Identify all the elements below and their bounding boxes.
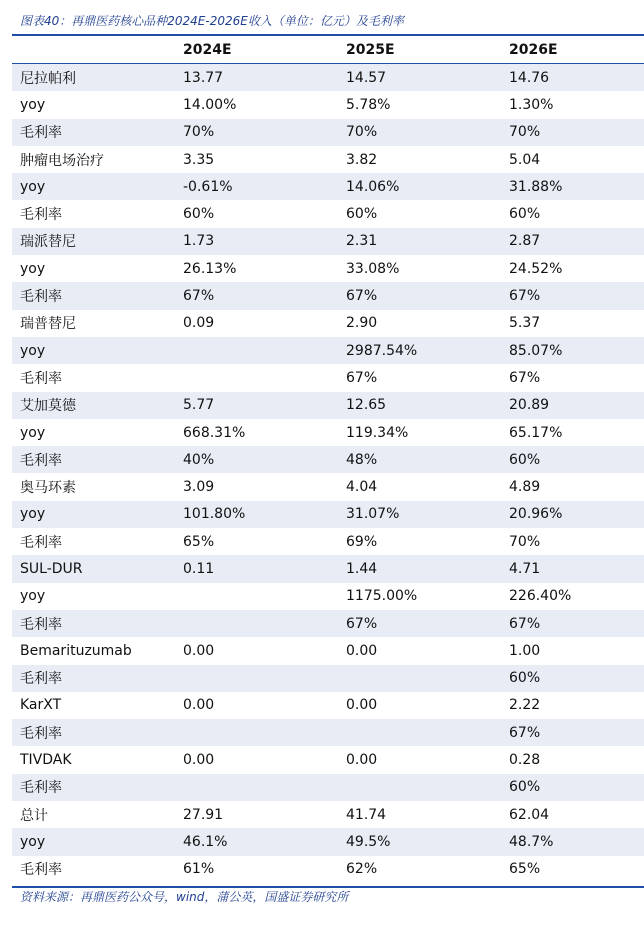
- value-cell: 0.00: [338, 746, 501, 773]
- value-cell: 70%: [501, 528, 644, 555]
- value-cell: 31.07%: [338, 501, 501, 528]
- value-cell: 226.40%: [501, 583, 644, 610]
- value-cell: 13.77: [175, 64, 338, 92]
- row-label: 奥马环素: [12, 473, 175, 500]
- figure-title: 图表40：再鼎医药核心品种2024E-2026E收入（单位：亿元）及毛利率: [20, 14, 404, 28]
- value-cell: 14.06%: [338, 173, 501, 200]
- value-cell: 65%: [501, 856, 644, 883]
- table-row: [12, 856, 644, 883]
- table-row: [12, 828, 644, 855]
- value-cell: 70%: [501, 119, 644, 146]
- value-cell: 1.00: [501, 637, 644, 664]
- value-cell: 26.13%: [175, 255, 338, 282]
- value-cell: 0.28: [501, 746, 644, 773]
- value-cell: 70%: [175, 119, 338, 146]
- value-cell: 65.17%: [501, 419, 644, 446]
- table-row: [12, 583, 644, 610]
- row-label: 艾加莫德: [12, 392, 175, 419]
- table-body: [12, 64, 644, 883]
- table-row: [12, 310, 644, 337]
- value-cell: [175, 337, 338, 364]
- table-row: [12, 637, 644, 664]
- row-label: 瑞普替尼: [12, 310, 175, 337]
- value-cell: [175, 719, 338, 746]
- header-cell: [12, 37, 175, 64]
- table-row: [12, 746, 644, 773]
- value-cell: 5.77: [175, 392, 338, 419]
- value-cell: [338, 719, 501, 746]
- row-label: SUL-DUR: [12, 555, 175, 582]
- revenue-table: [12, 37, 644, 883]
- header-cell: 2026E: [501, 37, 644, 64]
- table-row: [12, 419, 644, 446]
- value-cell: 67%: [501, 719, 644, 746]
- row-label: 毛利率: [12, 364, 175, 391]
- table-row: [12, 91, 644, 118]
- table-row: [12, 610, 644, 637]
- value-cell: 41.74: [338, 801, 501, 828]
- value-cell: 2987.54%: [338, 337, 501, 364]
- value-cell: 2.90: [338, 310, 501, 337]
- table-row: [12, 528, 644, 555]
- value-cell: 60%: [501, 200, 644, 227]
- value-cell: 3.82: [338, 146, 501, 173]
- row-label: 毛利率: [12, 282, 175, 309]
- value-cell: 33.08%: [338, 255, 501, 282]
- table-row: [12, 719, 644, 746]
- value-cell: 668.31%: [175, 419, 338, 446]
- value-cell: 0.11: [175, 555, 338, 582]
- value-cell: 60%: [501, 446, 644, 473]
- value-cell: 1.44: [338, 555, 501, 582]
- value-cell: [175, 610, 338, 637]
- value-cell: 70%: [338, 119, 501, 146]
- value-cell: [175, 665, 338, 692]
- value-cell: 0.00: [338, 692, 501, 719]
- table-row: [12, 692, 644, 719]
- value-cell: 67%: [338, 282, 501, 309]
- value-cell: 27.91: [175, 801, 338, 828]
- value-cell: -0.61%: [175, 173, 338, 200]
- value-cell: 48.7%: [501, 828, 644, 855]
- table-row: [12, 364, 644, 391]
- row-label: 毛利率: [12, 774, 175, 801]
- value-cell: 60%: [501, 774, 644, 801]
- value-cell: 49.5%: [338, 828, 501, 855]
- value-cell: [175, 774, 338, 801]
- header-cell: 2024E: [175, 37, 338, 64]
- value-cell: 2.31: [338, 228, 501, 255]
- value-cell: 67%: [338, 610, 501, 637]
- value-cell: 0.00: [338, 637, 501, 664]
- row-label: yoy: [12, 337, 175, 364]
- value-cell: [338, 774, 501, 801]
- row-label: yoy: [12, 255, 175, 282]
- table-row: [12, 173, 644, 200]
- row-label: 毛利率: [12, 200, 175, 227]
- value-cell: 5.78%: [338, 91, 501, 118]
- value-cell: 3.09: [175, 473, 338, 500]
- row-label: yoy: [12, 419, 175, 446]
- value-cell: 67%: [501, 610, 644, 637]
- value-cell: 1175.00%: [338, 583, 501, 610]
- table-row: [12, 501, 644, 528]
- header-row: [12, 37, 644, 64]
- value-cell: 62.04: [501, 801, 644, 828]
- value-cell: 101.80%: [175, 501, 338, 528]
- value-cell: 0.00: [175, 637, 338, 664]
- value-cell: 4.89: [501, 473, 644, 500]
- row-label: 毛利率: [12, 446, 175, 473]
- value-cell: 3.35: [175, 146, 338, 173]
- value-cell: 67%: [175, 282, 338, 309]
- table-row: [12, 119, 644, 146]
- value-cell: 20.96%: [501, 501, 644, 528]
- row-label: 总计: [12, 801, 175, 828]
- value-cell: 60%: [501, 665, 644, 692]
- table-row: [12, 392, 644, 419]
- value-cell: 14.76: [501, 64, 644, 92]
- value-cell: 67%: [501, 364, 644, 391]
- value-cell: 31.88%: [501, 173, 644, 200]
- value-cell: 67%: [501, 282, 644, 309]
- row-label: 毛利率: [12, 856, 175, 883]
- table-row: [12, 146, 644, 173]
- row-label: yoy: [12, 828, 175, 855]
- table-row: [12, 255, 644, 282]
- value-cell: 0.09: [175, 310, 338, 337]
- value-cell: 24.52%: [501, 255, 644, 282]
- value-cell: 69%: [338, 528, 501, 555]
- row-label: 毛利率: [12, 719, 175, 746]
- table-row: [12, 774, 644, 801]
- value-cell: 60%: [338, 200, 501, 227]
- table-row: [12, 801, 644, 828]
- value-cell: 1.30%: [501, 91, 644, 118]
- row-label: yoy: [12, 501, 175, 528]
- table-row: [12, 200, 644, 227]
- row-label: 肿瘤电场治疗: [12, 146, 175, 173]
- value-cell: [338, 665, 501, 692]
- table-row: [12, 665, 644, 692]
- table-row: [12, 555, 644, 582]
- value-cell: 61%: [175, 856, 338, 883]
- value-cell: 5.37: [501, 310, 644, 337]
- row-label: 毛利率: [12, 665, 175, 692]
- value-cell: 0.00: [175, 692, 338, 719]
- value-cell: 85.07%: [501, 337, 644, 364]
- value-cell: 40%: [175, 446, 338, 473]
- value-cell: 46.1%: [175, 828, 338, 855]
- table-row: [12, 473, 644, 500]
- row-label: 尼拉帕利: [12, 64, 175, 92]
- value-cell: 2.22: [501, 692, 644, 719]
- row-label: 毛利率: [12, 119, 175, 146]
- value-cell: 5.04: [501, 146, 644, 173]
- row-label: 瑞派替尼: [12, 228, 175, 255]
- row-label: 毛利率: [12, 528, 175, 555]
- value-cell: [175, 364, 338, 391]
- table-row: [12, 64, 644, 92]
- value-cell: [175, 583, 338, 610]
- row-label: yoy: [12, 173, 175, 200]
- row-label: TIVDAK: [12, 746, 175, 773]
- value-cell: 48%: [338, 446, 501, 473]
- row-label: Bemarituzumab: [12, 637, 175, 664]
- value-cell: 4.04: [338, 473, 501, 500]
- value-cell: 12.65: [338, 392, 501, 419]
- value-cell: 60%: [175, 200, 338, 227]
- value-cell: 20.89: [501, 392, 644, 419]
- row-label: yoy: [12, 91, 175, 118]
- table-row: [12, 228, 644, 255]
- value-cell: 4.71: [501, 555, 644, 582]
- value-cell: 119.34%: [338, 419, 501, 446]
- source-note: 资料来源：再鼎医药公众号，wind，蒲公英，国盛证券研究所: [20, 890, 349, 904]
- table-row: [12, 337, 644, 364]
- value-cell: 2.87: [501, 228, 644, 255]
- top-rule: [12, 34, 644, 36]
- row-label: yoy: [12, 583, 175, 610]
- value-cell: 0.00: [175, 746, 338, 773]
- value-cell: 1.73: [175, 228, 338, 255]
- row-label: 毛利率: [12, 610, 175, 637]
- value-cell: 67%: [338, 364, 501, 391]
- row-label: KarXT: [12, 692, 175, 719]
- header-cell: 2025E: [338, 37, 501, 64]
- value-cell: 14.57: [338, 64, 501, 92]
- table-row: [12, 446, 644, 473]
- value-cell: 62%: [338, 856, 501, 883]
- value-cell: 65%: [175, 528, 338, 555]
- table-row: [12, 282, 644, 309]
- value-cell: 14.00%: [175, 91, 338, 118]
